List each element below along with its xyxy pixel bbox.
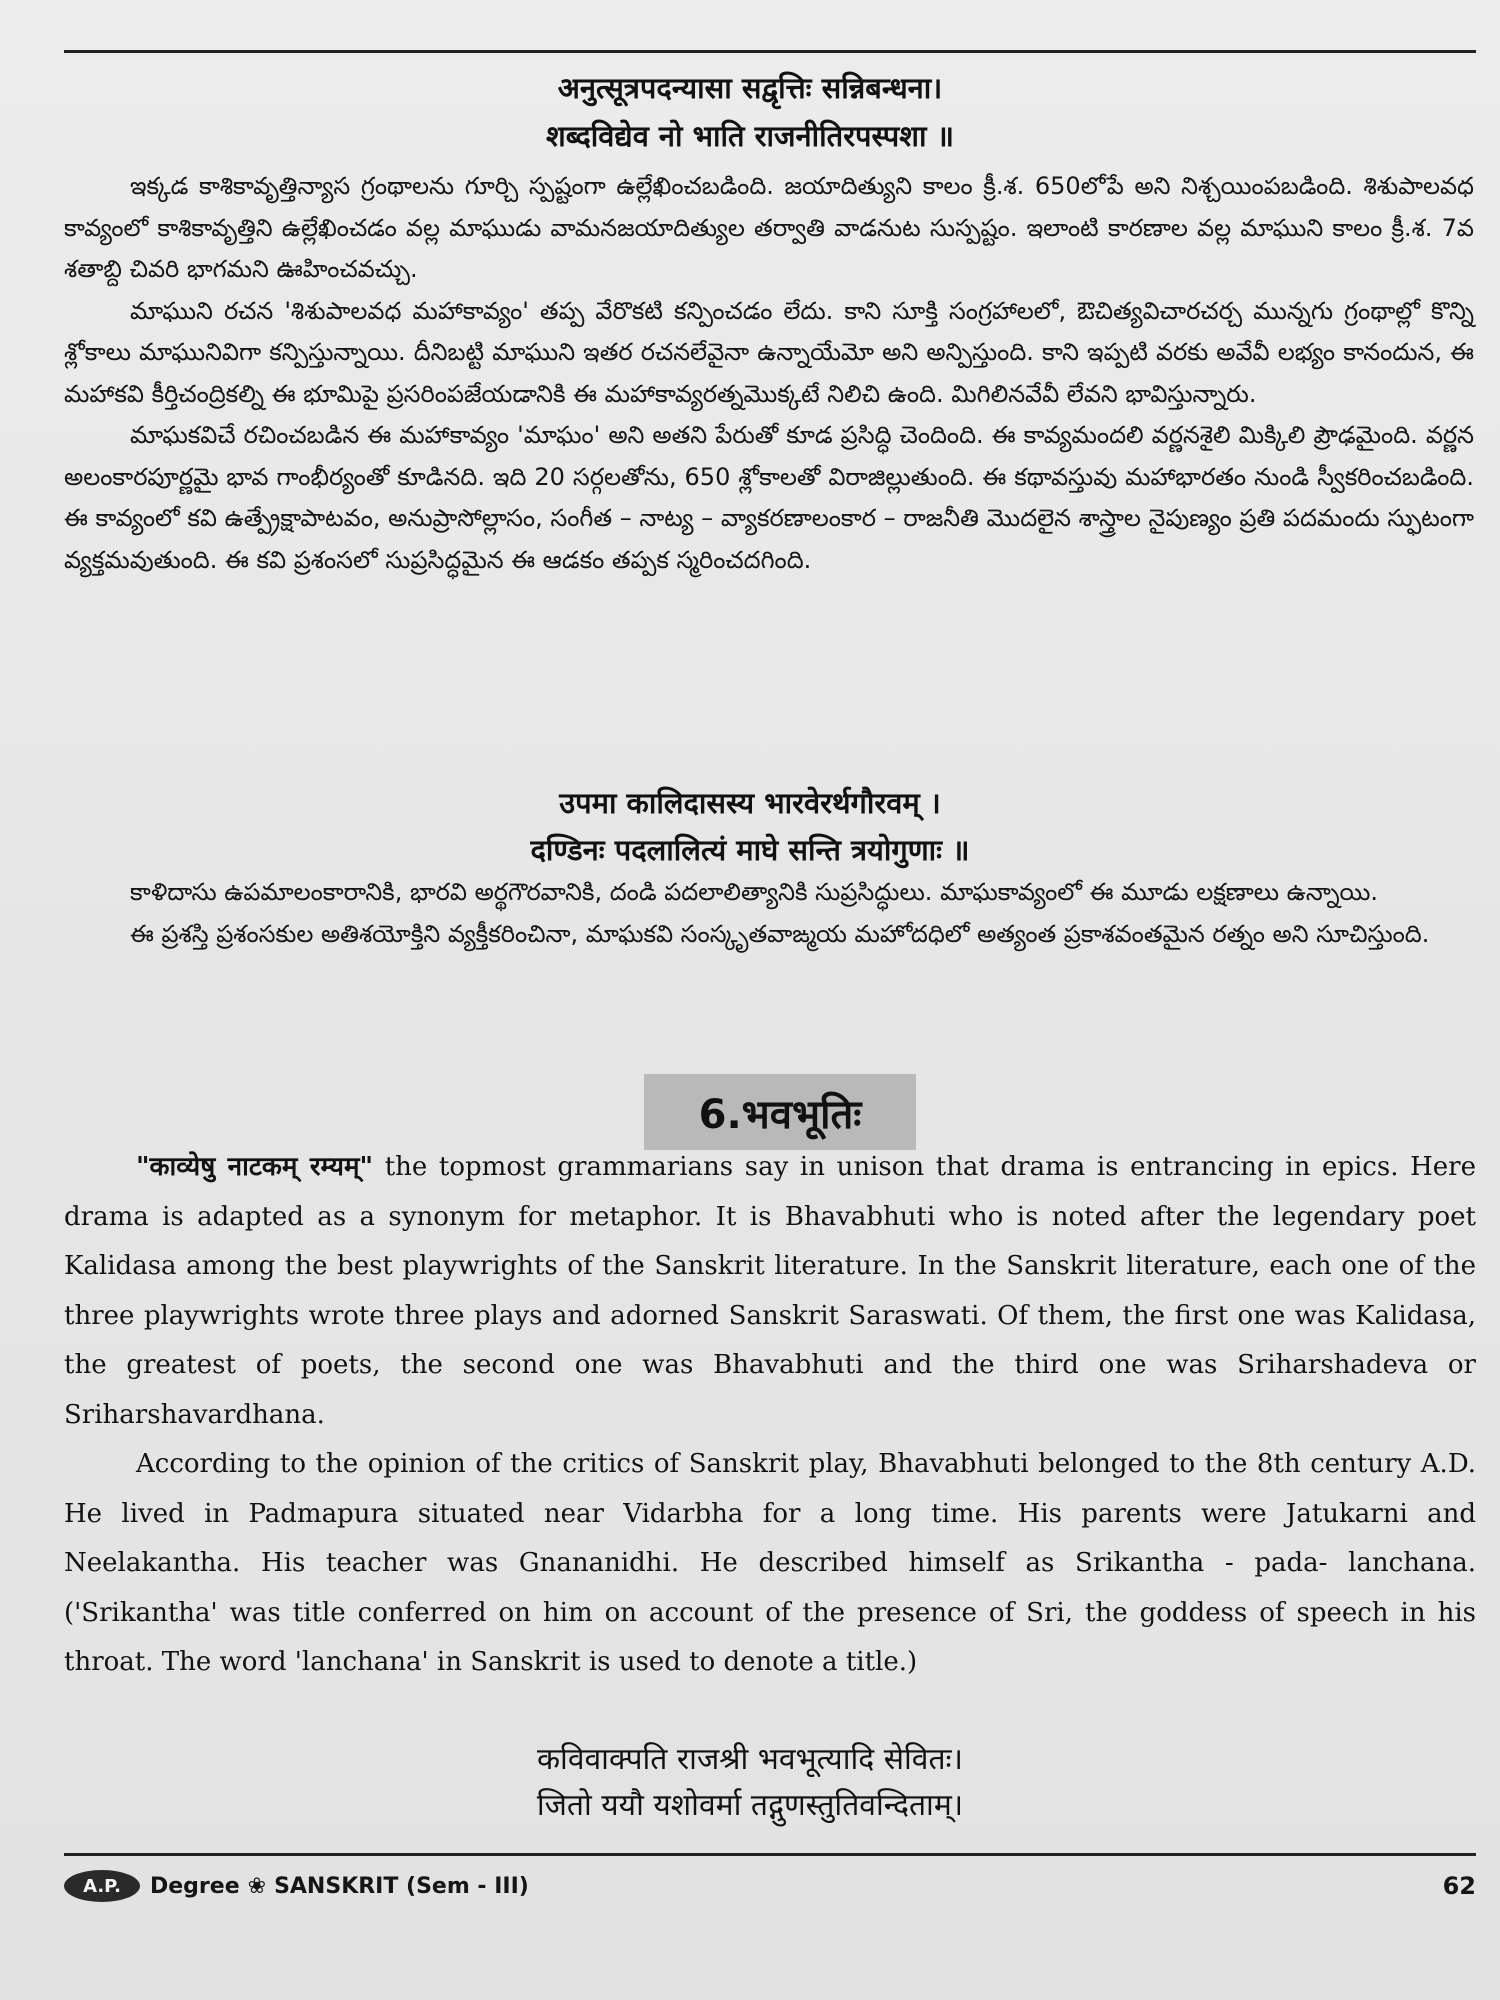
verse3-line2: जितो ययौ यशोवर्मा तद्गुणस्तुतिवन्दिताम्। [536,1788,964,1823]
telugu1-paragraph-1: ఇక్కడ కాశికావృత్తిన్యాస గ్రంథాలను గూర్చి స్పష్టంగా ఉల్లేఖించబడింది. జయాదిత్యుని కాలం క్రీ.శ. 650లోపే అని నిశ్చయింపబడింది. శిశుపాలవధ కావ్యంలో కాశికావృత్తిని ఉల్లేఖించడం వల్ల మాఘుడు వామనజయాదిత్యుల తర్వాతి వాడనుట సుస్పష్టం. ఇలాంటి కారణాల వల్ల మాఘుని కాలం క్రీ.శ. 7వ శతాబ్ది చివరి భాగమని ఊహించవచ్చు. [64,172,1474,283]
verse1-line2: शब्दविद्येव नो भाति राजनीतिरपस्पशा ॥ [546,119,954,153]
english-block [64,1143,1476,1688]
page-footer [64,1866,1476,1906]
english-paragraph-1-text: the topmost grammarians say in unison that drama is entrancing in epics. Here drama is adapted as a synonym for metaphor. It is Bhavabhuti who is noted after the legendary poet Kalidasa among the best playwrights of the Sanskrit literature. In the Sanskrit literature, each one of the three playwrights wrote three plays and adorned Sanskrit Saraswati. Of them, the first one was Kalidasa, the greatest of poets, the second one was Bhavabhuti and the third one was Sriharshadeva or Sriharshavardhana. [64,1152,1476,1430]
telugu1-paragraph-2: మాఘుని రచన 'శిశుపాలవధ మహాకావ్యం' తప్ప వేరొకటి కన్పించడం లేదు. కాని సూక్తి సంగ్రహాలలో, ఔచిత్యవిచారచర్చ మున్నగు గ్రంథాల్లో కొన్ని శ్లోకాలు మాఘునివిగా కన్పిస్తున్నాయి. దీనిబట్టి మాఘుని ఇతర రచనలేవైనా ఉన్నాయేమో అని అన్పిస్తుంది. కాని ఇప్పటి వరకు అవేవీ లభ్యం కానందున, ఈ మహాకవి కీర్తిచంద్రికల్ని ఈ భూమిపై ప్రసరింపజేయడానికి ఈ మహాకావ్యరత్నమొక్కటే నిలిచి ఉంది. మిగిలినవేవీ లేవని భావిస్తున్నారు. [64,296,1474,408]
flower-icon: ❀ [247,1873,267,1899]
verse1-line1: अनुत्सूत्रपदन्यासा सद्वृत्तिः सन्निबन्धना। [557,71,943,105]
verse2-line1: उपमा कालिदासस्य भारवेरर्थगौरवम् । [559,786,941,820]
footer-course-label: SANSKRIT (Sem - III) [274,1873,529,1899]
sanskrit-quote: "काव्येषु नाटकम् रम्यम्" [136,1152,374,1182]
section-heading-text: 6.भवभूतिः [698,1091,862,1138]
footer-rule [64,1853,1476,1856]
ap-badge: A.P. [64,1870,140,1902]
verse2-line2: दण्डिनः पदलालित्यं माघे सन्ति त्रयोगुणाः ॥ [530,833,970,867]
section-heading [644,1074,916,1150]
telugu1-paragraph-3: మాఘకవిచే రచించబడిన ఈ మహాకావ్యం 'మాఘం' అని అతని పేరుతో కూడ ప్రసిద్ధి చెందింది. ఈ కావ్యమందలి వర్ణనశైలి మిక్కిలి ప్రౌఢమైంది. వర్ణన అలంకారపూర్ణమై భావ గాంభీర్యంతో కూడినది. ఇది 20 సర్గలతోను, 650 శ్లోకాలతో విరాజిల్లుతుంది. ఈ కథావస్తువు మహాభారతం నుండి స్వీకరించబడింది. ఈ కావ్యంలో కవి ఉత్ప్రేక్షాపాటవం, అనుప్రాసోల్లాసం, సంగీత – నాట్య – వ్యాకరణాలంకార – రాజనీతి మొదలైన శాస్త్రాల నైపుణ్యం ప్రతి పదమందు స్ఫుటంగా వ్యక్తమవుతుంది. ఈ కవి ప్రశంసలో సుప్రసిద్ధమైన ఈ ఆడకం తప్పక స్మరించదగింది. [64,421,1474,574]
english-paragraph-2: According to the opinion of the critics of Sanskrit play, Bhavabhuti belonged to the 8th century A.D. He lived in Padmapura situated near Vidarbha for a long time. His parents were Jatukarni and Neelakantha. His teacher was Gnananidhi. He described himself as Srikantha - pada- lanchana. ('Srikantha' was title conferred on him on account of the presence of Sri, the goddess of speech in his throat. The word 'lanchana' in Sanskrit is used to denote a title.) [64,1449,1476,1677]
telugu2-paragraph-2: ఈ ప్రశస్తి ప్రశంసకుల అతిశయోక్తిని వ్యక్తీకరించినా, మాఘకవి సంస్కృతవాఙ్మయ మహోదధిలో అత్యంత ప్రకాశవంతమైన రత్నం అని సూచిస్తుంది. [130,919,1430,948]
telugu-block-1 [64,166,1474,581]
footer-degree-label: Degree [150,1873,240,1899]
top-rule [64,50,1476,53]
telugu-block-2 [64,872,1474,955]
verse3-line1: कविवाक्पति राजश्री भवभूत्यादि सेवितः। [537,1742,963,1777]
page-number: 62 [1442,1872,1476,1900]
telugu2-paragraph-1: కాళిదాసు ఉపమాలంకారానికి, భారవి అర్థగౌరవానికి, దండి పదలాలిత్యానికి సుప్రసిద్ధులు. మాఘకావ్యంలో ఈ మూడు లక్షణాలు ఉన్నాయి. [130,878,1379,906]
english-paragraph-1 [64,1143,1476,1440]
